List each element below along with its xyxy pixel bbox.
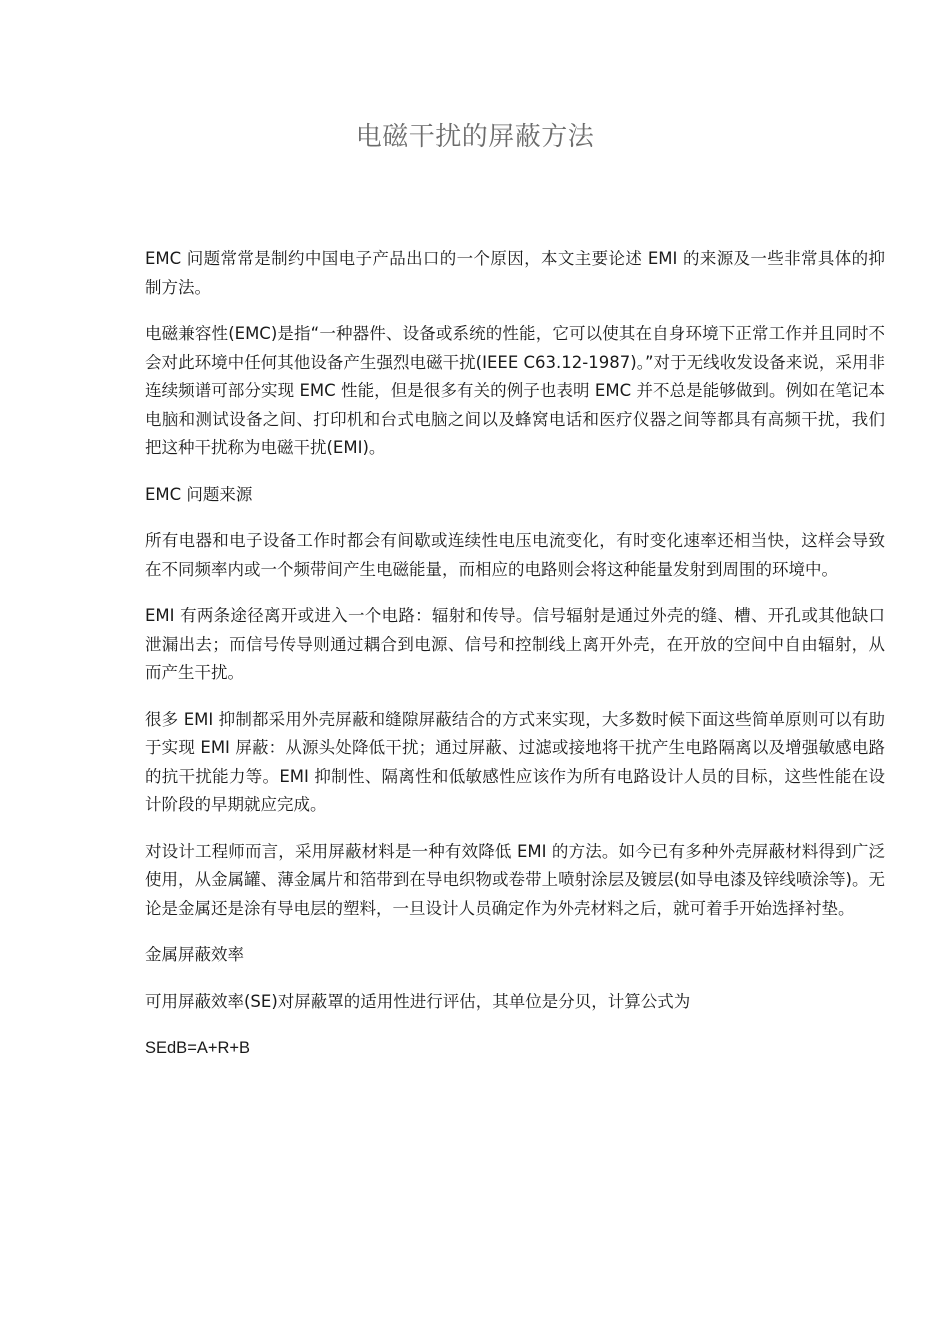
paragraph-voltage-current-changes: 所有电器和电子设备工作时都会有间歇或连续性电压电流变化，有时变化速率还相当快，这样会导致在不同频率内或一个频带间产生电磁能量，而相应的电路则会将这种能量发射到周围的环境中。 [145, 531, 885, 579]
paragraph-emi-paths: EMI 有两条途径离开或进入一个电路：辐射和传导。信号辐射是通过外壳的缝、槽、开孔或其他缺口泄漏出去；而信号传导则通过耦合到电源、信号和控制线上离开外壳，在开放的空间中自由辐射，从而产生干扰。 [145, 606, 885, 682]
paragraph-shielding-materials: 对设计工程师而言，采用屏蔽材料是一种有效降低 EMI 的方法。如今已有多种外壳屏蔽材料得到广泛使用，从金属罐、薄金属片和箔带到在导电织物或卷带上喷射涂层及镀层(如导电漆及锌线喷涂等)。无论是金属还是涂有导电层的塑料，一旦设计人员确定作为外壳材料之后，就可着手开始选择衬垫。 [145, 841, 885, 918]
document-title: 电磁干扰的屏蔽方法 [355, 122, 595, 152]
document-body [145, 245, 885, 1063]
section-heading-metal-shielding: 金属屏蔽效率 [145, 945, 244, 964]
paragraph-shielding-effectiveness: 可用屏蔽效率(SE)对屏蔽罩的适用性进行评估，其单位是分贝，计算公式为 [145, 991, 691, 1011]
paragraph-emi-suppression: 很多 EMI 抑制都采用外壳屏蔽和缝隙屏蔽结合的方式来实现，大多数时候下面这些简单原则可以有助于实现 EMI 屏蔽：从源头处降低干扰；通过屏蔽、过滤或接地将干扰产生电路隔离以及增强敏感电路的抗干扰能力等。EMI 抑制性、隔离性和低敏感性应该作为所有电路设计人员的目标，这些性能在设计阶段的早期就应完成。 [145, 709, 885, 814]
section-heading-emc-source: EMC 问题来源 [145, 484, 253, 504]
paragraph-intro: EMC 问题常常是制约中国电子产品出口的一个原因，本文主要论述 EMI 的来源及一些非常具体的抑制方法。 [145, 249, 885, 297]
paragraph-emc-definition: 电磁兼容性(EMC)是指“一种器件、设备或系统的性能，它可以使其在自身环境下正常工作并且同时不会对此环境中任何其他设备产生强烈电磁干扰(IEEE C63.12-1987)。”对于无线收发设备来说，采用非连续频谱可部分实现 EMC 性能，但是很多有关的例子也表明 EMC 并不总是能够做到。例如在笔记本电脑和测试设备之间、打印机和台式电脑之间以及蜂窝电话和医疗仪器之间等都具有高频干扰，我们把这种干扰称为电磁干扰(EMI)。 [145, 324, 885, 457]
formula-sedb: SEdB=A+R+B [145, 1039, 251, 1057]
